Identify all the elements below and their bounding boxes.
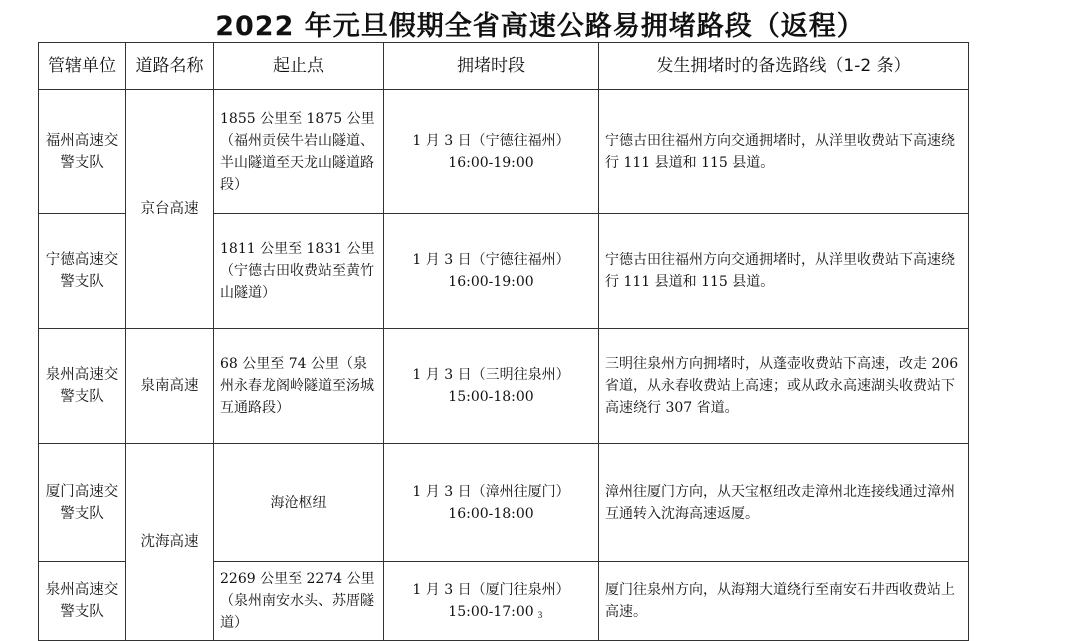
- segment-cell: 2269 公里至 2274 公里（泉州南安水头、苏厝隧道）: [214, 562, 384, 641]
- table-header-row: [39, 43, 969, 90]
- header-road: 道路名称: [126, 43, 214, 90]
- page-number: 3: [537, 610, 543, 620]
- segment-cell: 海沧枢纽: [214, 444, 384, 562]
- segment-cell: 1855 公里至 1875 公里（福州贡侯牛岩山隧道、半山隧道至天龙山隧道路段）: [214, 90, 384, 214]
- time-cell: 1 月 3 日（三明往泉州）15:00-18:00: [384, 329, 599, 444]
- header-segment: 起止点: [214, 43, 384, 90]
- segment-cell: 68 公里至 74 公里（泉州永春龙阁岭隧道至汤城互通路段）: [214, 329, 384, 444]
- unit-cell: 福州高速交警支队: [39, 90, 126, 214]
- road-cell: 沈海高速: [126, 444, 214, 641]
- congestion-table: [38, 42, 969, 641]
- header-alt-route: 发生拥堵时的备选路线（1-2 条）: [599, 43, 969, 90]
- header-unit: 管辖单位: [39, 43, 126, 90]
- table-row: [39, 90, 969, 214]
- unit-cell: 厦门高速交警支队: [39, 444, 126, 562]
- unit-cell: 泉州高速交警支队: [39, 562, 126, 641]
- table-row: [39, 329, 969, 444]
- table-row: [39, 444, 969, 562]
- time-cell: 1 月 3 日（宁德往福州）16:00-19:00: [384, 214, 599, 329]
- time-cell: 1 月 3 日（漳州往厦门）16:00-18:00: [384, 444, 599, 562]
- unit-cell: 宁德高速交警支队: [39, 214, 126, 329]
- alt-route-cell: 三明往泉州方向拥堵时，从蓬壶收费站下高速，改走 206 省道，从永春收费站上高速；或从政永高速湖头收费站下高速绕行 307 省道。: [599, 329, 969, 444]
- alt-route-cell: 宁德古田往福州方向交通拥堵时，从洋里收费站下高速绕行 111 县道和 115 县道。: [599, 90, 969, 214]
- page-title: 2022 年元旦假期全省高速公路易拥堵路段（返程）: [215, 11, 865, 42]
- segment-cell: 1811 公里至 1831 公里（宁德古田收费站至黄竹山隧道）: [214, 214, 384, 329]
- alt-route-cell: 宁德古田往福州方向交通拥堵时，从洋里收费站下高速绕行 111 县道和 115 县道。: [599, 214, 969, 329]
- unit-cell: 泉州高速交警支队: [39, 329, 126, 444]
- alt-route-cell: 漳州往厦门方向，从天宝枢纽改走漳州北连接线通过漳州互通转入沈海高速返厦。: [599, 444, 969, 562]
- road-cell: 京台高速: [126, 90, 214, 329]
- time-cell: 1 月 3 日（厦门往泉州）15:00-17:00: [384, 562, 599, 641]
- time-cell: 1 月 3 日（宁德往福州）16:00-19:00: [384, 90, 599, 214]
- road-cell: 泉南高速: [126, 329, 214, 444]
- header-time: 拥堵时段: [384, 43, 599, 90]
- alt-route-cell: 厦门往泉州方向，从海翔大道绕行至南安石井西收费站上高速。: [599, 562, 969, 641]
